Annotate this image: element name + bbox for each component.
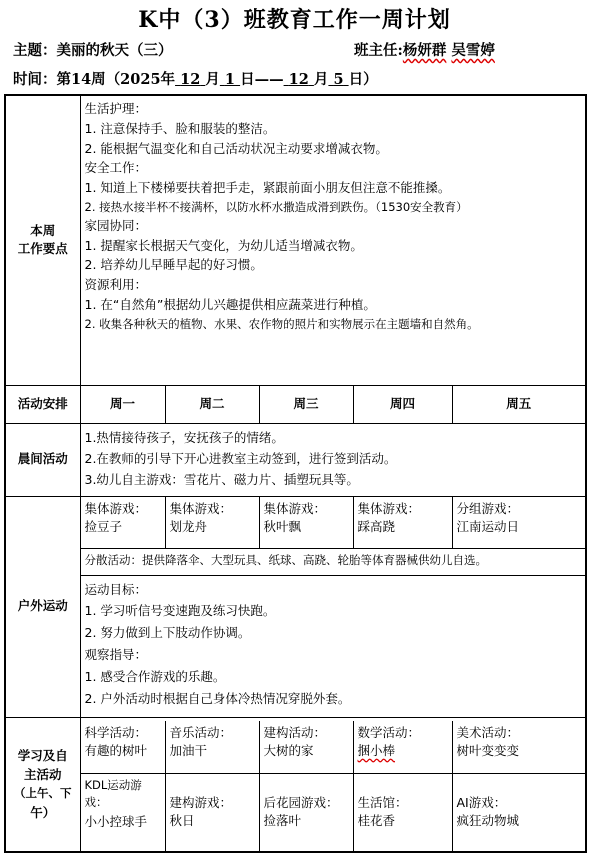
start-day: 1 — [224, 71, 236, 88]
study-activity: 建构活动： 大树的家 — [260, 721, 354, 773]
study-activity: AI游戏： 疯狂动物城 — [456, 794, 520, 828]
outdoor-goal-line: 2. 努力做到上下肢动作协调。 — [84, 625, 251, 641]
study-label: 学习及自 主活动 （上午、下 午） — [5, 717, 80, 852]
key-points-row — [5, 95, 586, 385]
outdoor-game-3: 集体游戏： 秋叶飘 — [260, 497, 354, 548]
teacher-name-2: 吴雪婷 — [451, 42, 495, 59]
study-activities-1 — [80, 717, 586, 773]
date-dash: —— — [254, 71, 284, 88]
key-point-line: 1. 在“自然角”根据幼儿兴趣提供相应蔬菜进行种植。 — [84, 296, 376, 312]
month-unit-2: 月 — [313, 71, 329, 88]
study-activity: 建构游戏： 秋日 — [166, 774, 260, 851]
month-unit: 月 — [205, 71, 220, 88]
day-thursday: 周四 — [353, 385, 452, 423]
theme-label: 主题： — [13, 42, 57, 59]
key-point-line: 1. 知道上下楼梯要扶着把手走，紧跟前面小朋友但注意不能推搡。 — [84, 180, 451, 195]
day-friday: 周五 — [452, 385, 586, 423]
study-activity: 美术活动： 树叶变变变 — [456, 724, 520, 758]
outdoor-scattered-row — [5, 548, 586, 575]
outdoor-goal-line: 1. 学习听信号变速跑及练习快跑。 — [84, 603, 276, 619]
outdoor-goals-row — [5, 575, 586, 717]
study-activity: 后花园游戏： 捡落叶 — [260, 774, 354, 851]
week-value: 第14周 — [56, 71, 106, 88]
day-unit-2: 日 — [348, 71, 364, 88]
key-point-line: 2. 收集各种秋天的植物、水果、农作物的照片和实物展示在主题墙和自然角。 — [84, 316, 479, 331]
day-tuesday: 周二 — [165, 385, 259, 423]
year-prefix: （2025年 — [105, 71, 176, 88]
outdoor-games — [80, 496, 586, 548]
day-unit: 日 — [240, 71, 255, 88]
time-line — [13, 68, 378, 89]
page-title: K中（3）班教育工作一周计划 — [138, 7, 451, 33]
key-point-line: 生活护理： — [84, 101, 148, 116]
end-month: 12 — [288, 71, 309, 88]
study-activities-2 — [80, 773, 586, 852]
key-point-line: 1. 提醒家长根据天气变化，为幼儿适当增减衣物。 — [84, 237, 363, 253]
key-point-line: 安全工作： — [84, 160, 148, 176]
morning-row — [5, 423, 586, 496]
morning-line: 2.在教师的引导下开心进教室主动签到，进行签到活动。 — [84, 450, 397, 466]
key-point-line: 家园协同： — [84, 217, 148, 233]
study-activity: 科学活动： 有趣的树叶 — [81, 721, 166, 773]
date-close: ） — [363, 71, 378, 88]
weekly-plan-table — [4, 94, 587, 853]
key-point-line: 2. 接热水接半杯不接满杯，以防水杯水撒造成滑到跌伤。（1530安全教育） — [84, 199, 468, 214]
teacher-label: 班主任: — [354, 42, 403, 59]
day-wednesday: 周三 — [259, 385, 353, 423]
key-points-content — [80, 95, 586, 385]
study-activity: KDL运动游戏： 小小控球手 — [81, 774, 166, 851]
morning-label: 晨间活动 — [5, 423, 80, 496]
morning-content — [80, 423, 586, 496]
day-monday: 周一 — [80, 385, 165, 423]
study-activity: 生活馆： 桂花香 — [354, 774, 453, 851]
outdoor-goal-line: 观察指导： — [84, 647, 148, 663]
time-label: 时间： — [13, 71, 57, 88]
outdoor-label: 户外运动 — [5, 496, 80, 717]
outdoor-games-row — [5, 496, 586, 548]
outdoor-goals — [80, 575, 586, 717]
teacher-name-1: 杨妍群 — [402, 42, 447, 59]
key-point-line: 2. 能根据气温变化和自己活动状况主动要求增减衣物。 — [84, 140, 388, 156]
outdoor-goal-line: 运动目标： — [84, 581, 148, 597]
schedule-row — [5, 385, 586, 423]
outdoor-game-4: 集体游戏： 踩高跷 — [354, 497, 453, 548]
outdoor-game-2: 集体游戏： 划龙舟 — [166, 497, 260, 548]
theme-value: 美丽的秋天（三） — [56, 42, 173, 59]
outdoor-game-1: 集体游戏： 捡豆子 — [81, 497, 166, 548]
outdoor-game-5: 分组游戏： 江南运动日 — [456, 500, 520, 534]
schedule-label: 活动安排 — [5, 385, 80, 423]
start-month: 12 — [180, 71, 201, 88]
outdoor-goal-line: 1. 感受合作游戏的乐趣。 — [84, 669, 226, 684]
key-point-line: 2. 培养幼儿早睡早起的好习惯。 — [84, 257, 263, 273]
key-points-label: 本周 工作要点 — [5, 95, 80, 385]
study-row-1 — [5, 717, 586, 773]
teacher-line — [354, 39, 495, 60]
theme-line — [13, 39, 173, 60]
key-point-line: 资源利用： — [84, 277, 148, 293]
morning-line: 3.幼儿自主游戏：雪花片、磁力片、插塑玩具等。 — [84, 472, 359, 487]
key-point-line: 1. 注意保持手、脸和服装的整洁。 — [84, 120, 276, 136]
study-activity: 音乐活动： 加油干 — [166, 721, 260, 773]
study-row-2 — [5, 773, 586, 852]
outdoor-scattered: 分散活动：提供降落伞、大型玩具、纸球、高跷、轮胎等体育器械供幼儿自选。 — [80, 548, 586, 575]
end-day: 5 — [333, 71, 344, 88]
study-activity: 数学活动： 捆小棒 — [354, 721, 453, 773]
outdoor-goal-line: 2. 户外活动时根据自己身体冷热情况穿脱外套。 — [84, 690, 351, 706]
morning-line: 1.热情接待孩子，安抚孩子的情绪。 — [84, 429, 284, 445]
